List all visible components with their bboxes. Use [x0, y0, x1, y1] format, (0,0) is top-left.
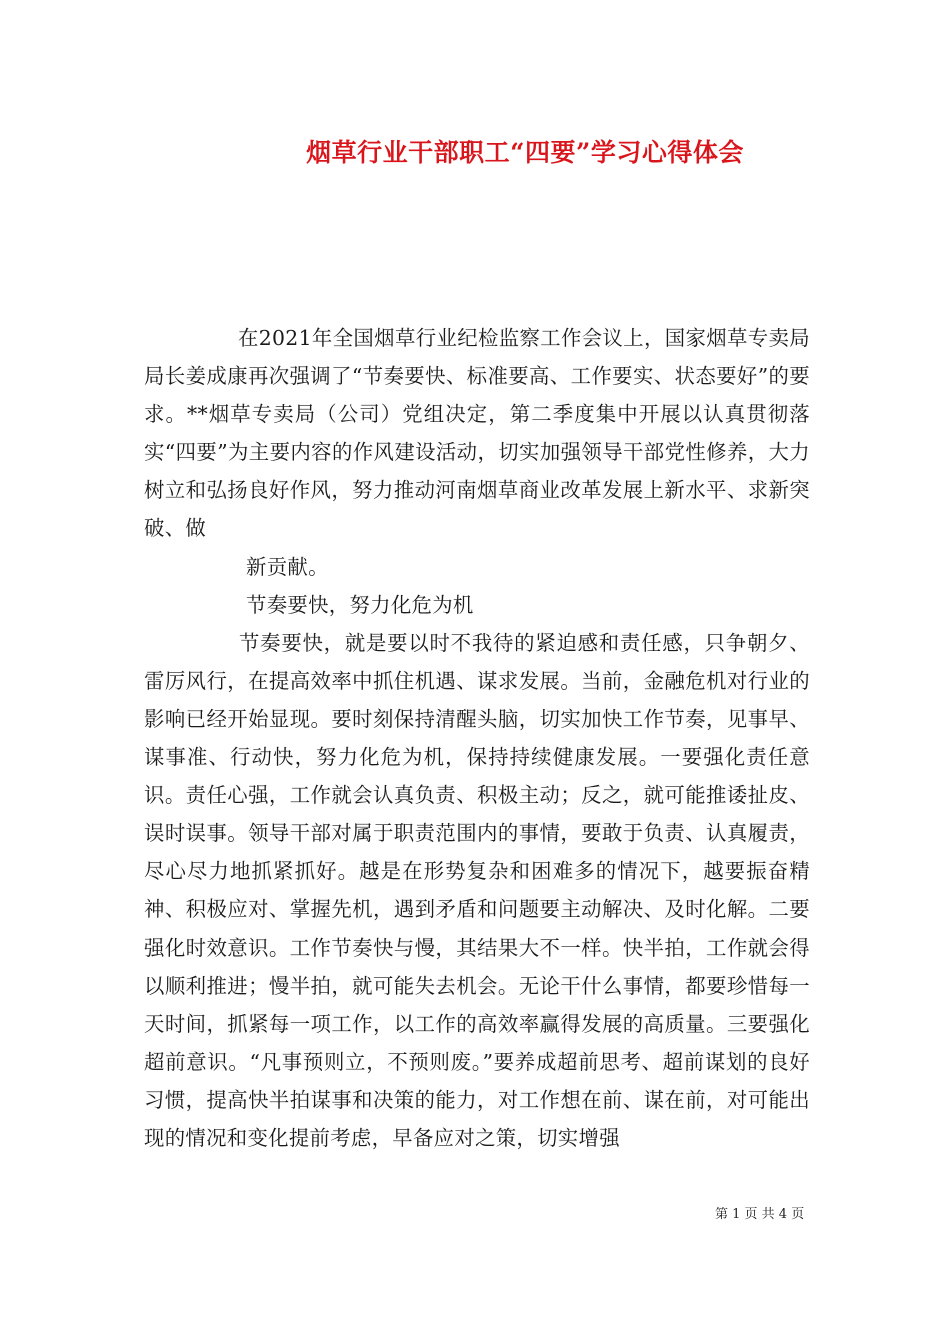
paragraph-intro: 在2021年全国烟草行业纪检监察工作会议上，国家烟草专卖局局长姜成康再次强调了“节奏要快、标准要高、工作要实、状态要好”的要求。**烟草专卖局（公司）党组决定，第二季度集中开展以认真贯彻落实“四要”为主要内容的作风建设活动，切实加强领导干部党性修养，大力树立和弘扬良好作风，努力推动河南烟草商业改革发展上新水平、求新突破、做: [144, 326, 810, 541]
paragraph-rhythm: 节奏要快，就是要以时不我待的紧迫感和责任感，只争朝夕、雷厉风行，在提高效率中抓住机遇、谋求发展。当前，金融危机对行业的影响已经开始显现。要时刻保持清醒头脑，切实加快工作节奏，见事早、谋事准、行动快，努力化危为机，保持持续健康发展。一要强化责任意识。责任心强，工作就会认真负责、积极主动；反之，就可能推诿扯皮、误时误事。领导干部对属于职责范围内的事情，要敢于负责、认真履责，尽心尽力地抓紧抓好。越是在形势复杂和困难多的情况下，越要振奋精神、积极应对、掌握先机，遇到矛盾和问题要主动解决、及时化解。二要强化时效意识。工作节奏快与慢，其结果大不一样。快半拍，工作就会得以顺利推进；慢半拍，就可能失去机会。无论干什么事情，都要珍惜每一天时间，抓紧每一项工作，以工作的高效率赢得发展的高质量。三要强化超前意识。“凡事预则立，不预则废。”要养成超前思考、超前谋划的良好习惯，提高快半拍谋事和决策的能力，对工作想在前、谋在前，对可能出现的情况和变化提前考虑，早备应对之策，切实增强: [144, 630, 810, 1150]
paragraph-intro-continued: 新贡献。: [246, 554, 329, 579]
page-title-text: 烟草行业干部职工“四要”学习心得体会: [306, 138, 744, 167]
page-number: 第 1 页 共 4 页: [715, 1207, 805, 1222]
page-title: [0, 133, 950, 169]
document-body: [144, 319, 810, 1157]
section-heading-rhythm: 节奏要快，努力化危为机: [246, 592, 474, 617]
